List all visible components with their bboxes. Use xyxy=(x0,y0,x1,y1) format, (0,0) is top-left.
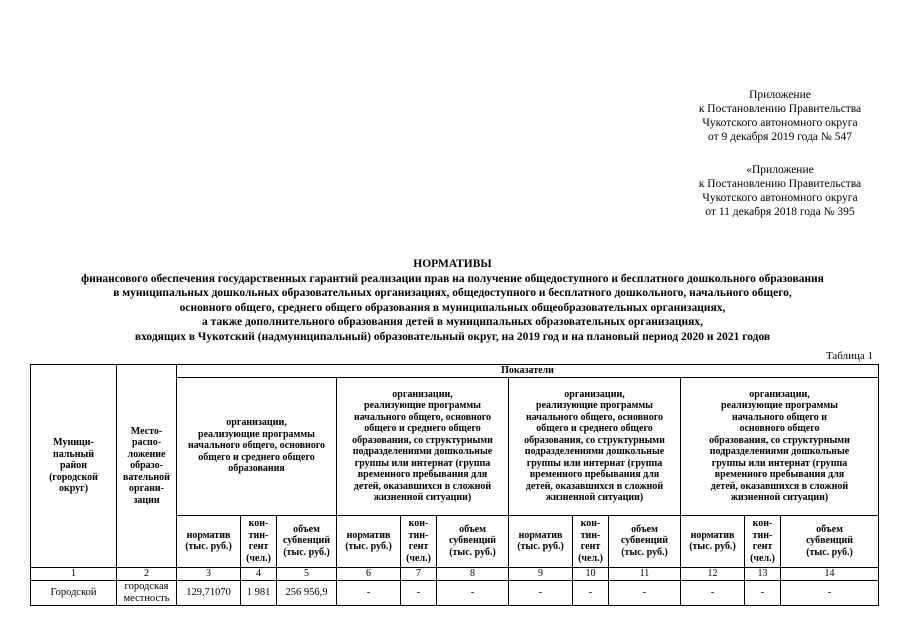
column-number: 12 xyxy=(681,567,745,580)
appendix-line: Приложение xyxy=(749,89,811,101)
title-line: в муниципальных дошкольных образовательных организациях, общедоступного и бесплатного дошкольного, начального общего, xyxy=(113,287,792,299)
subheader-norm: норматив (тыс. руб.) xyxy=(681,515,745,567)
title-line: основного общего, среднего общего образования в муниципальных общеобразовательных организациях, xyxy=(179,301,726,314)
subheader-norm: норматив (тыс. руб.) xyxy=(509,515,573,567)
subheader-contingent: кон- тин- гент (чел.) xyxy=(745,515,781,567)
cell-district: Городской xyxy=(31,580,117,605)
appendix-line: к Постановлению Правительства xyxy=(698,178,862,190)
column-number: 14 xyxy=(781,567,879,580)
title-line: финансового обеспечения государственных гарантий реализации прав на получение общедоступного и бесплатного дошкольного образования xyxy=(81,272,824,285)
cell-value: - xyxy=(681,580,745,605)
column-number: 4 xyxy=(241,567,277,580)
document-title xyxy=(20,257,885,344)
norms-table xyxy=(30,364,879,606)
column-number: 2 xyxy=(117,567,177,580)
table-row xyxy=(31,580,879,605)
cell-value: 129,71070 xyxy=(177,580,241,605)
cell-value: - xyxy=(509,580,573,605)
cell-value: - xyxy=(609,580,681,605)
subheader-norm: норматив (тыс. руб.) xyxy=(177,515,241,567)
header-indicators: Показатели xyxy=(177,365,879,378)
header-group-3: организации, реализующие программы начального общего, основного общего и среднего общего образования, со структурными подразделениями дошкольные группы или интернат (группа временного пребывания для детей, оказавшихся в сложной жизненной ситуации) xyxy=(509,377,681,515)
column-number: 7 xyxy=(401,567,437,580)
subheader-norm: норматив (тыс. руб.) xyxy=(337,515,401,567)
subheader-contingent: кон- тин- гент (чел.) xyxy=(401,515,437,567)
column-number: 5 xyxy=(277,567,337,580)
column-number: 8 xyxy=(437,567,509,580)
title-line: а также дополнительного образования детей в муниципальных образовательных организациях, xyxy=(202,316,703,328)
column-number: 1 xyxy=(31,567,117,580)
table-number: Таблица 1 xyxy=(825,350,873,362)
appendix-line: от 9 декабря 2019 года № 547 xyxy=(707,131,852,143)
cell-location: городская местность xyxy=(117,580,177,605)
header-location: Место- распо- ложение образо- вательной органи- зации xyxy=(117,365,177,568)
title-heading: НОРМАТИВЫ xyxy=(413,258,492,270)
header-group-2: организации, реализующие программы начального общего, основного общего и среднего общего образования, со структурными подразделениями дошкольные группы или интернат (группа временного пребывания для детей, оказавшихся в сложной жизненной ситуации) xyxy=(337,377,509,515)
column-number: 6 xyxy=(337,567,401,580)
column-number: 9 xyxy=(509,567,573,580)
cell-value: - xyxy=(337,580,401,605)
appendix-line: Чукотского автономного округа xyxy=(702,117,858,129)
cell-value: - xyxy=(573,580,609,605)
cell-value: - xyxy=(437,580,509,605)
column-number: 3 xyxy=(177,567,241,580)
subheader-volume: объем субвенций (тыс. руб.) xyxy=(277,515,337,567)
cell-value: 1 981 xyxy=(241,580,277,605)
appendix-line: Чукотского автономного округа xyxy=(702,192,858,204)
header-district: Муници- пальный район (городской округ) xyxy=(31,365,117,568)
column-number: 10 xyxy=(573,567,609,580)
cell-value: 256 956,9 xyxy=(277,580,337,605)
appendix-line: к Постановлению Правительства xyxy=(698,103,862,115)
appendix-line: от 11 декабря 2018 года № 395 xyxy=(705,206,855,218)
subheader-volume: объем субвенций (тыс. руб.) xyxy=(437,515,509,567)
column-number: 11 xyxy=(609,567,681,580)
cell-value: - xyxy=(781,580,879,605)
subheader-contingent: кон- тин- гент (чел.) xyxy=(573,515,609,567)
title-line: входящих в Чукотский (надмуниципальный) образовательный округ, на 2019 год и на плановый период 2020 и 2021 годов xyxy=(134,330,771,343)
appendix-block-previous xyxy=(675,163,885,219)
column-number: 13 xyxy=(745,567,781,580)
header-group-4: организации, реализующие программы начального общего и основного общего образования, со структурными подразделениями дошкольные группы или интернат (группа временного пребывания для детей, оказавшихся в сложной жизненной ситуации) xyxy=(681,377,879,515)
cell-value: - xyxy=(401,580,437,605)
header-group-1: организации, реализующие программы начального общего, основного общего и среднего общего образования xyxy=(177,377,337,515)
column-numbers-row xyxy=(31,567,879,580)
subheader-volume: объем субвенций (тыс. руб.) xyxy=(609,515,681,567)
cell-value: - xyxy=(745,580,781,605)
appendix-block-current xyxy=(675,88,885,144)
appendix-line: «Приложение xyxy=(746,164,814,176)
subheader-contingent: кон- тин- гент (чел.) xyxy=(241,515,277,567)
subheader-volume: объем субвенций (тыс. руб.) xyxy=(781,515,879,567)
